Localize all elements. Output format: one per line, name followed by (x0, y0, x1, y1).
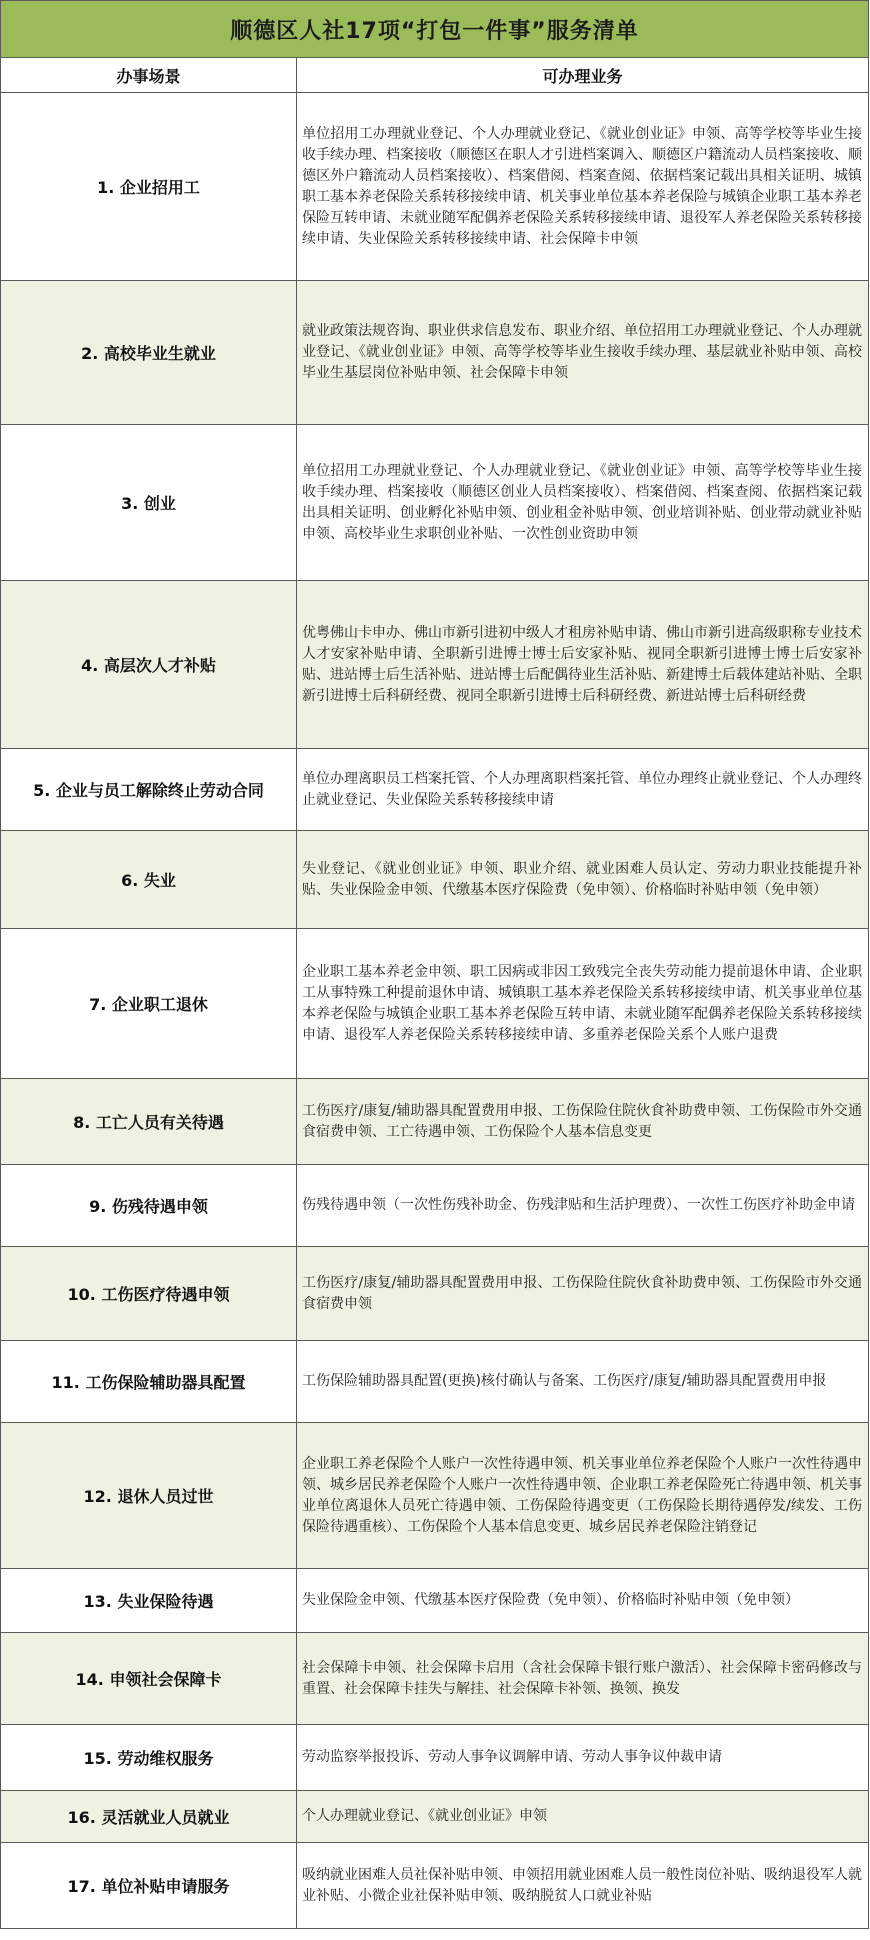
scene-cell: 11. 工伤保险辅助器具配置 (1, 1341, 297, 1423)
table-row (1, 581, 869, 749)
scene-cell: 14. 申领社会保障卡 (1, 1633, 297, 1725)
scene-cell: 8. 工亡人员有关待遇 (1, 1079, 297, 1165)
document-title: 顺德区人社17项“打包一件事”服务清单 (1, 1, 869, 58)
business-cell: 工伤医疗/康复/辅助器具配置费用申报、工伤保险住院伙食补助费申领、工伤保险市外交通食宿费申领、工亡待遇申领、工伤保险个人基本信息变更 (297, 1079, 869, 1165)
table-row (1, 1843, 869, 1929)
business-cell: 社会保障卡申领、社会保障卡启用（含社会保障卡银行账户激活）、社会保障卡密码修改与重置、社会保障卡挂失与解挂、社会保障卡补领、换领、换发 (297, 1633, 869, 1725)
table-row (1, 1341, 869, 1423)
scene-cell: 7. 企业职工退休 (1, 929, 297, 1079)
table-row (1, 425, 869, 581)
business-cell: 失业登记、《就业创业证》申领、职业介绍、就业困难人员认定、劳动力职业技能提升补贴、失业保险金申领、代缴基本医疗保险费（免申领）、价格临时补贴申领（免申领） (297, 831, 869, 929)
business-cell: 就业政策法规咨询、职业供求信息发布、职业介绍、单位招用工办理就业登记、个人办理就业登记、《就业创业证》申领、高等学校等毕业生接收手续办理、基层就业补贴申领、高校毕业生基层岗位补贴申领、社会保障卡申领 (297, 281, 869, 425)
business-cell: 劳动监察举报投诉、劳动人事争议调解申请、劳动人事争议仲裁申请 (297, 1725, 869, 1791)
table-row (1, 1791, 869, 1843)
column-header-business: 可办理业务 (297, 58, 869, 93)
business-cell: 失业保险金申领、代缴基本医疗保险费（免申领）、价格临时补贴申领（免申领） (297, 1569, 869, 1633)
business-cell: 企业职工基本养老金申领、职工因病或非因工致残完全丧失劳动能力提前退休申请、企业职工从事特殊工种提前退休申请、城镇职工基本养老保险关系转移接续申请、机关事业单位基本养老保险与城镇企业职工基本养老保险互转申请、未就业随军配偶养老保险关系转移接续申请、退役军人养老保险关系转移接续申请、多重养老保险关系个人账户退费 (297, 929, 869, 1079)
scene-cell: 9. 伤残待遇申领 (1, 1165, 297, 1247)
business-cell: 个人办理就业登记、《就业创业证》申领 (297, 1791, 869, 1843)
business-cell: 伤残待遇申领（一次性伤残补助金、伤残津贴和生活护理费）、一次性工伤医疗补助金申请 (297, 1165, 869, 1247)
business-cell: 优粤佛山卡申办、佛山市新引进初中级人才租房补贴申请、佛山市新引进高级职称专业技术人才安家补贴申请、全职新引进博士博士后安家补贴、视同全职新引进博士博士后安家补贴、进站博士后生活补贴、进站博士后配偶待业生活补贴、新建博士后载体建站补贴、全职新引进博士后科研经费、视同全职新引进博士后科研经费、新进站博士后科研经费 (297, 581, 869, 749)
scene-cell: 13. 失业保险待遇 (1, 1569, 297, 1633)
business-cell: 单位招用工办理就业登记、个人办理就业登记、《就业创业证》申领、高等学校等毕业生接收手续办理、档案接收（顺德区创业人员档案接收）、档案借阅、档案查阅、依据档案记载出具相关证明、创业孵化补贴申领、创业租金补贴申领、创业培训补贴、创业带动就业补贴申领、高校毕业生求职创业补贴、一次性创业资助申领 (297, 425, 869, 581)
business-cell: 工伤保险辅助器具配置(更换)核付确认与备案、工伤医疗/康复/辅助器具配置费用申报 (297, 1341, 869, 1423)
column-header-scene: 办事场景 (1, 58, 297, 93)
scene-cell: 1. 企业招用工 (1, 93, 297, 281)
scene-cell: 17. 单位补贴申请服务 (1, 1843, 297, 1929)
table-row (1, 281, 869, 425)
table-row (1, 929, 869, 1079)
scene-cell: 12. 退休人员过世 (1, 1423, 297, 1569)
scene-cell: 5. 企业与员工解除终止劳动合同 (1, 749, 297, 831)
scene-cell: 2. 高校毕业生就业 (1, 281, 297, 425)
scene-cell: 16. 灵活就业人员就业 (1, 1791, 297, 1843)
table-row (1, 749, 869, 831)
table-row (1, 1079, 869, 1165)
table-row (1, 831, 869, 929)
table-row (1, 1633, 869, 1725)
table-row (1, 1423, 869, 1569)
business-cell: 吸纳就业困难人员社保补贴申领、申领招用就业困难人员一般性岗位补贴、吸纳退役军人就业补贴、小微企业社保补贴申领、吸纳脱贫人口就业补贴 (297, 1843, 869, 1929)
scene-cell: 10. 工伤医疗待遇申领 (1, 1247, 297, 1341)
business-cell: 企业职工养老保险个人账户一次性待遇申领、机关事业单位养老保险个人账户一次性待遇申领、城乡居民养老保险个人账户一次性待遇申领、企业职工养老保险死亡待遇申领、机关事业单位离退休人员死亡待遇申领、工伤保险待遇变更（工伤保险长期待遇停发/续发、工伤保险待遇重核）、工伤保险个人基本信息变更、城乡居民养老保险注销登记 (297, 1423, 869, 1569)
scene-cell: 3. 创业 (1, 425, 297, 581)
table-row (1, 1725, 869, 1791)
table-row (1, 93, 869, 281)
business-cell: 单位办理离职员工档案托管、个人办理离职档案托管、单位办理终止就业登记、个人办理终止就业登记、失业保险关系转移接续申请 (297, 749, 869, 831)
table-row (1, 1569, 869, 1633)
business-cell: 单位招用工办理就业登记、个人办理就业登记、《就业创业证》申领、高等学校等毕业生接收手续办理、档案接收（顺德区在职人才引进档案调入、顺德区户籍流动人员档案接收、顺德区外户籍流动人员档案接收）、档案借阅、档案查阅、依据档案记载出具相关证明、城镇职工基本养老保险关系转移接续申请、机关事业单位基本养老保险与城镇企业职工基本养老保险互转申请、未就业随军配偶养老保险关系转移接续申请、退役军人养老保险关系转移接续申请、失业保险关系转移接续申请、社会保障卡申领 (297, 93, 869, 281)
scene-cell: 6. 失业 (1, 831, 297, 929)
scene-cell: 15. 劳动维权服务 (1, 1725, 297, 1791)
scene-cell: 4. 高层次人才补贴 (1, 581, 297, 749)
business-cell: 工伤医疗/康复/辅助器具配置费用申报、工伤保险住院伙食补助费申领、工伤保险市外交通食宿费申领 (297, 1247, 869, 1341)
table-row (1, 1247, 869, 1341)
table-row (1, 1165, 869, 1247)
